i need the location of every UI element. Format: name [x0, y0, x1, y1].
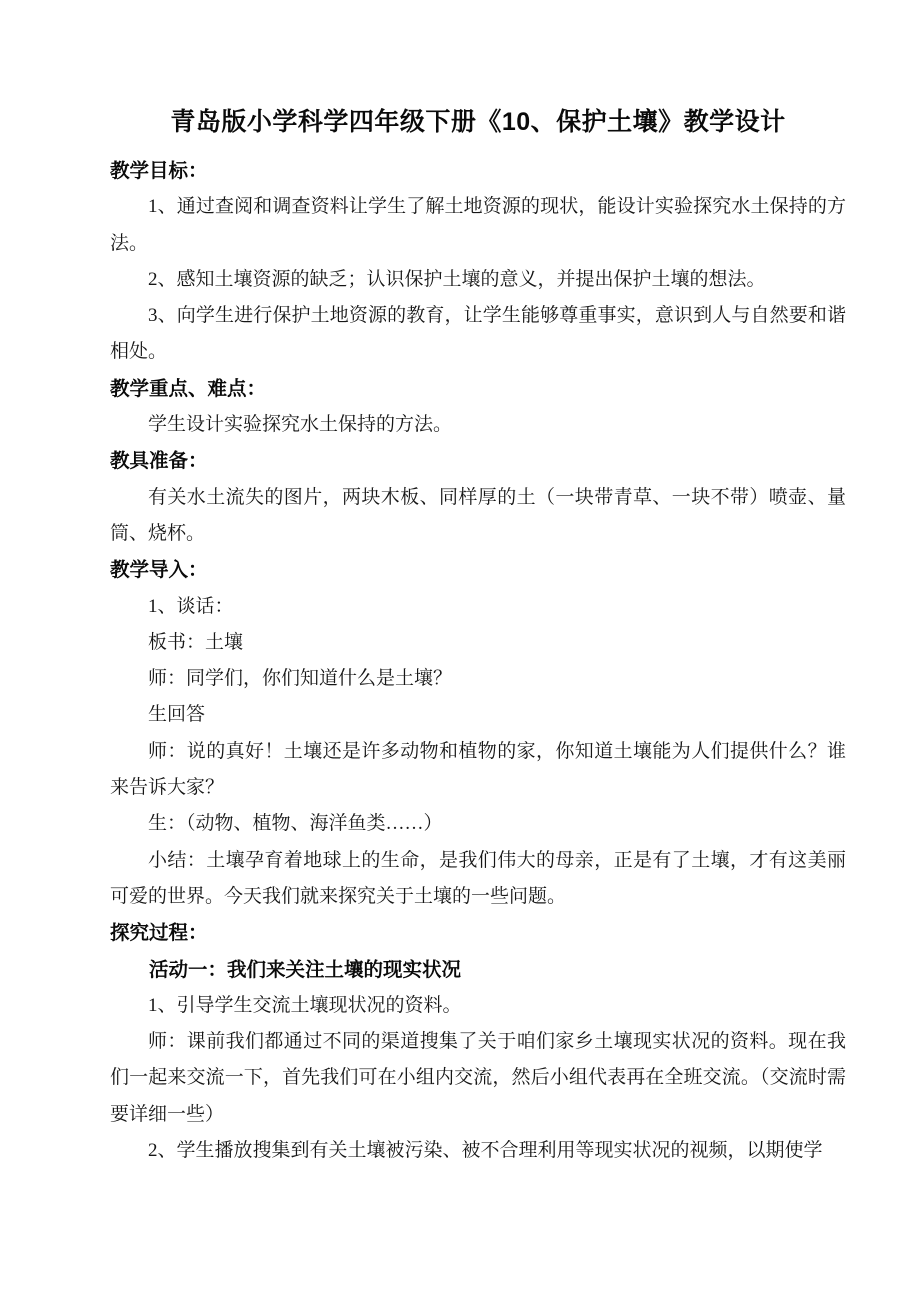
paragraph-student-answer: 生回答 [148, 704, 206, 726]
paragraph-teaching-aids: 有关水土流失的图片，两块木板、同样厚的土（一块带青草、一块不带）喷壶、量筒、烧杯。 [110, 486, 846, 544]
document-title: 青岛版小学科学四年级下册《10、保护土壤》教学设计 [170, 108, 786, 136]
paragraph-teacher-instruct: 师：课前我们都通过不同的渠道搜集了关于咱们家乡土壤现实状况的资料。现在我们一起来交流一下，首先我们可在小组内交流，然后小组代表再在全班交流。（交流时需要详细一些） [110, 1031, 846, 1125]
paragraph-goal-3: 3、向学生进行保护土地资源的教育，让学生能够尊重事实，意识到人与自然要和谐相处。 [110, 305, 846, 363]
paragraph-student-examples: 生：（动物、植物、海洋鱼类……） [148, 813, 443, 835]
heading-teaching-goals: 教学目标： [110, 160, 208, 182]
heading-activity-one: 活动一：我们来关注土壤的现实状况 [149, 958, 462, 981]
paragraph-talk: 1、谈话： [148, 595, 234, 617]
paragraph-teacher-praise: 师：说的真好！土壤还是许多动物和植物的家，你知道土壤能为人们提供什么？谁来告诉大家？ [110, 740, 846, 799]
paragraph-board-writing: 板书：土壤 [148, 631, 244, 653]
paragraph-key-points: 学生设计实验探究水土保持的方法。 [148, 414, 453, 436]
paragraph-goal-2: 2、感知土壤资源的缺乏；认识保护土壤的意义，并提出保护土壤的想法。 [148, 268, 766, 290]
paragraph-activity-step-1: 1、引导学生交流土壤现状况的资料。 [148, 994, 462, 1016]
heading-lesson-intro: 教学导入： [110, 559, 208, 582]
paragraph-teacher-question: 师：同学们，你们知道什么是土壤？ [148, 668, 453, 690]
heading-key-points: 教学重点、难点： [110, 377, 267, 400]
paragraph-activity-step-2: 2、学生播放搜集到有关土壤被污染、被不合理利用等现实状况的视频，以期使学 [148, 1140, 823, 1162]
paragraph-goal-1: 1、通过查阅和调查资料让学生了解土地资源的现状，能设计实验探究水土保持的方法。 [110, 196, 846, 254]
paragraph-summary: 小结：土壤孕育着地球上的生命，是我们伟大的母亲，正是有了土壤，才有这美丽可爱的世界。今天我们就来探究关于土壤的一些问题。 [110, 849, 846, 907]
heading-teaching-aids: 教具准备： [110, 450, 208, 473]
heading-inquiry-process: 探究过程： [110, 922, 208, 945]
